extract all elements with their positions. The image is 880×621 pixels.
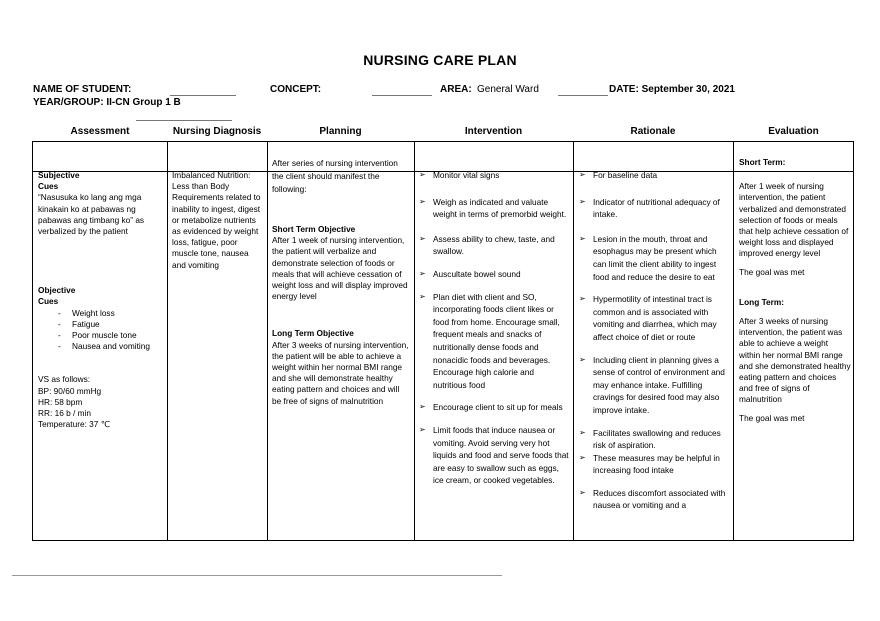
col-divider — [573, 142, 574, 540]
vitals-label: VS as follows: — [38, 374, 91, 385]
arrow-bullet-icon: ➢ — [419, 268, 426, 278]
short-term-eval-result: The goal was met — [739, 266, 805, 277]
list-item: ➢ Weigh as indicated and valuate weight in terms of premorbid weight. — [419, 196, 567, 220]
vital-rr: RR: 16 b / min — [38, 408, 92, 419]
year-group-label: YEAR/GROUP: II-CN Group 1 B — [33, 97, 181, 108]
area-value: General Ward — [477, 84, 539, 95]
list-item: ➢ These measures may be helpful in increasing food intake — [579, 452, 720, 476]
area-label: AREA: — [440, 84, 472, 95]
list-item: - Fatigue — [38, 319, 164, 330]
list-item: - Nausea and vomiting — [38, 341, 164, 352]
list-item: ➢ Indicator of nutritional adequacy of intake. — [579, 196, 720, 220]
diagnosis-cell — [172, 170, 264, 271]
arrow-bullet-icon: ➢ — [579, 196, 586, 206]
assessment-cell — [38, 170, 164, 430]
arrow-bullet-icon: ➢ — [419, 424, 426, 434]
evaluation-cell — [739, 157, 851, 424]
rationale-list — [579, 169, 729, 512]
col-header-evaluation: Evaluation — [768, 126, 819, 137]
planning-intro: After series of nursing intervention the client should manifest the following: — [272, 158, 398, 194]
arrow-bullet-icon: ➢ — [579, 294, 586, 304]
arrow-bullet-icon: ➢ — [579, 427, 586, 437]
list-item: ➢ Lesion in the mouth, throat and esophagus may be present which can limit the client ability to ingest food and reduce the desire to eat — [579, 233, 717, 282]
long-term-eval-result: The goal was met — [739, 412, 805, 423]
intervention-cell — [419, 169, 569, 497]
list-item: ➢ Including client in planning gives a sense of control of environment and may enhance intake. Fulfilling cravings for desired food may also improve intake. — [579, 354, 725, 415]
col-divider — [733, 142, 734, 540]
list-item: ➢ For baseline data — [579, 170, 658, 180]
col-header-planning: Planning — [319, 126, 362, 137]
planning-cell — [272, 157, 410, 407]
student-name-line — [170, 95, 236, 96]
rationale-cell — [579, 169, 729, 522]
col-header-rationale: Rationale — [630, 126, 676, 137]
col-divider — [167, 142, 168, 540]
long-term-objective-text: After 3 weeks of nursing intervention, the patient will be able to achieve a weight within her normal BMI range and she will demonstrate healthy eating pattern and choices and will be free of signs of malnutrition — [272, 339, 409, 406]
list-item: ➢ Facilitates swallowing and reduces risk of aspiration. — [579, 427, 721, 451]
intervention-list — [419, 169, 569, 487]
arrow-bullet-icon: ➢ — [419, 402, 426, 412]
arrow-bullet-icon: ➢ — [579, 170, 586, 179]
list-item: ➢ Hypermotility of intestinal tract is common and is associated with vomiting and diarrhea, which may affect choice of diet or route — [579, 294, 717, 342]
subjective-cues-label: Cues — [38, 181, 59, 192]
vital-temp: Temperature: 37 ℃ — [38, 419, 111, 430]
list-item: - Poor muscle tone — [38, 330, 164, 341]
arrow-bullet-icon: ➢ — [579, 487, 586, 497]
list-item: ➢ Limit foods that induce nausea or vomiting. Avoid serving very hot liquids and food and serve foods that are easy to swallow such as eggs, ice cream, or cooked vegetables. — [419, 424, 569, 486]
list-item: ➢ Reduces discomfort associated with nausea or vomiting and a — [579, 487, 726, 511]
col-header-intervention: Intervention — [464, 126, 523, 137]
long-term-eval-heading: Long Term: — [739, 296, 785, 307]
date-label: DATE: September 30, 2021 — [609, 84, 735, 95]
arrow-bullet-icon: ➢ — [419, 170, 426, 179]
date-line — [558, 95, 608, 96]
col-divider — [414, 142, 415, 540]
col-header-assessment: Assessment — [70, 126, 130, 137]
vital-bp: BP: 90/60 mmHg — [38, 385, 102, 396]
col-divider — [267, 142, 268, 540]
concept-line — [372, 95, 432, 96]
year-group-line — [136, 120, 232, 121]
page-title: NURSING CARE PLAN — [363, 52, 517, 68]
arrow-bullet-icon: ➢ — [419, 291, 426, 301]
list-item: - Weight loss — [38, 308, 164, 319]
list-item: ➢ Auscultate bowel sound — [419, 268, 521, 279]
arrow-bullet-icon: ➢ — [419, 196, 426, 206]
arrow-bullet-icon: ➢ — [419, 233, 426, 243]
concept-label: CONCEPT: — [270, 84, 322, 95]
arrow-bullet-icon: ➢ — [579, 452, 586, 462]
diagnosis-text: Imbalanced Nutrition: Less than Body Requirements related to inability to ingest, digest or metabolize nutrients as evidenced by weight loss, fatigue, poor muscle tone, nausea and vomiting — [172, 170, 261, 270]
short-term-eval-text: After 1 week of nursing intervention, the patient verbalized and demonstrated selection of foods or meals that help achieve cessation of weight loss and displayed improved energy level — [739, 181, 849, 259]
objective-cues-label: Cues — [38, 296, 59, 307]
long-term-objective-heading: Long Term Objective — [272, 328, 354, 339]
list-item: ➢ Plan diet with client and SO, incorporating foods client likes or food from home. Encourage small, frequent meals and snacks of nutritionally dense foods and nonacidic foods and beverages. Encourage high calorie and nutritious food — [419, 291, 560, 390]
vital-hr: HR: 58 bpm — [38, 396, 83, 407]
arrow-bullet-icon: ➢ — [579, 233, 586, 243]
footer-divider — [12, 575, 502, 576]
list-item: ➢ Encourage client to sit up for meals — [419, 402, 563, 413]
objective-cues-list — [38, 308, 164, 353]
short-term-objective-text: After 1 week of nursing intervention, the patient will verbalize and demonstrate selection of foods or meals that will achieve cessation of weight loss and will display improved energy level — [272, 235, 408, 302]
subjective-text: “Nasusuka ko lang ang mga kinakain ko at pabawas ng pabawas ang timbang ko” as verbalized by the patient — [38, 192, 145, 237]
objective-heading: Objective — [38, 285, 76, 296]
list-item: ➢ Assess ability to chew, taste, and swallow. — [419, 233, 555, 257]
list-item: ➢ Monitor vital signs — [419, 170, 500, 180]
short-term-eval-heading: Short Term: — [739, 157, 786, 167]
long-term-eval-text: After 3 weeks of nursing intervention, the patient was able to achieve a weight within her normal BMI range and she demonstrated healthy eating pattern and choices and free of signs of malnutrition — [739, 316, 851, 405]
short-term-objective-heading: Short Term Objective — [272, 224, 356, 234]
col-header-diagnosis: Nursing Diagnosis — [172, 126, 262, 137]
student-name-label: NAME OF STUDENT: — [33, 84, 132, 95]
subjective-heading: Subjective — [38, 170, 80, 180]
arrow-bullet-icon: ➢ — [579, 354, 586, 364]
